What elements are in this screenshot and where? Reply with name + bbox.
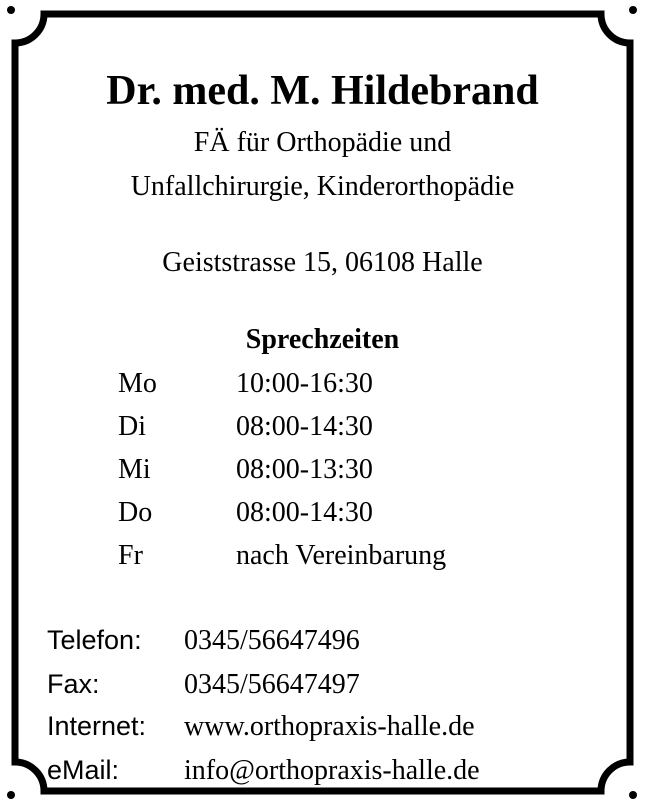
specialty-line-2: Unfallchirurgie, Kinderorthopädie <box>130 171 515 202</box>
fax-number: 0345/56647497 <box>184 669 360 700</box>
phone-label: Telefon: <box>47 625 142 655</box>
hours-day-monday: Mo <box>118 368 157 399</box>
screw-hole-top-left <box>7 6 15 14</box>
hours-time-friday: nach Vereinbarung <box>236 540 447 571</box>
hours-time-wednesday: 08:00-13:30 <box>236 454 373 485</box>
hours-time-monday: 10:00-16:30 <box>236 368 373 399</box>
hours-day-tuesday: Di <box>118 411 146 442</box>
fax-label: Fax: <box>47 669 100 699</box>
hours-time-thursday: 08:00-14:30 <box>236 497 373 528</box>
website-label: Internet: <box>47 711 147 741</box>
hours-day-friday: Fr <box>118 540 143 571</box>
hours-day-thursday: Do <box>118 497 153 528</box>
specialty-line-1: FÄ für Orthopädie und <box>193 127 452 158</box>
screw-hole-bottom-left <box>7 791 15 799</box>
email-address: info@orthopraxis-halle.de <box>184 755 480 786</box>
hours-time-tuesday: 08:00-14:30 <box>236 411 373 442</box>
hours-day-wednesday: Mi <box>118 454 151 485</box>
phone-number: 0345/56647496 <box>184 625 360 656</box>
screw-hole-bottom-right <box>629 791 637 799</box>
website-address: www.orthopraxis-halle.de <box>184 711 475 742</box>
office-hours-heading: Sprechzeiten <box>245 324 400 355</box>
practice-address: Geiststrasse 15, 06108 Halle <box>162 247 483 278</box>
email-label: eMail: <box>47 755 120 785</box>
screw-hole-top-right <box>629 6 637 14</box>
doctor-name: Dr. med. M. Hildebrand <box>106 68 539 114</box>
